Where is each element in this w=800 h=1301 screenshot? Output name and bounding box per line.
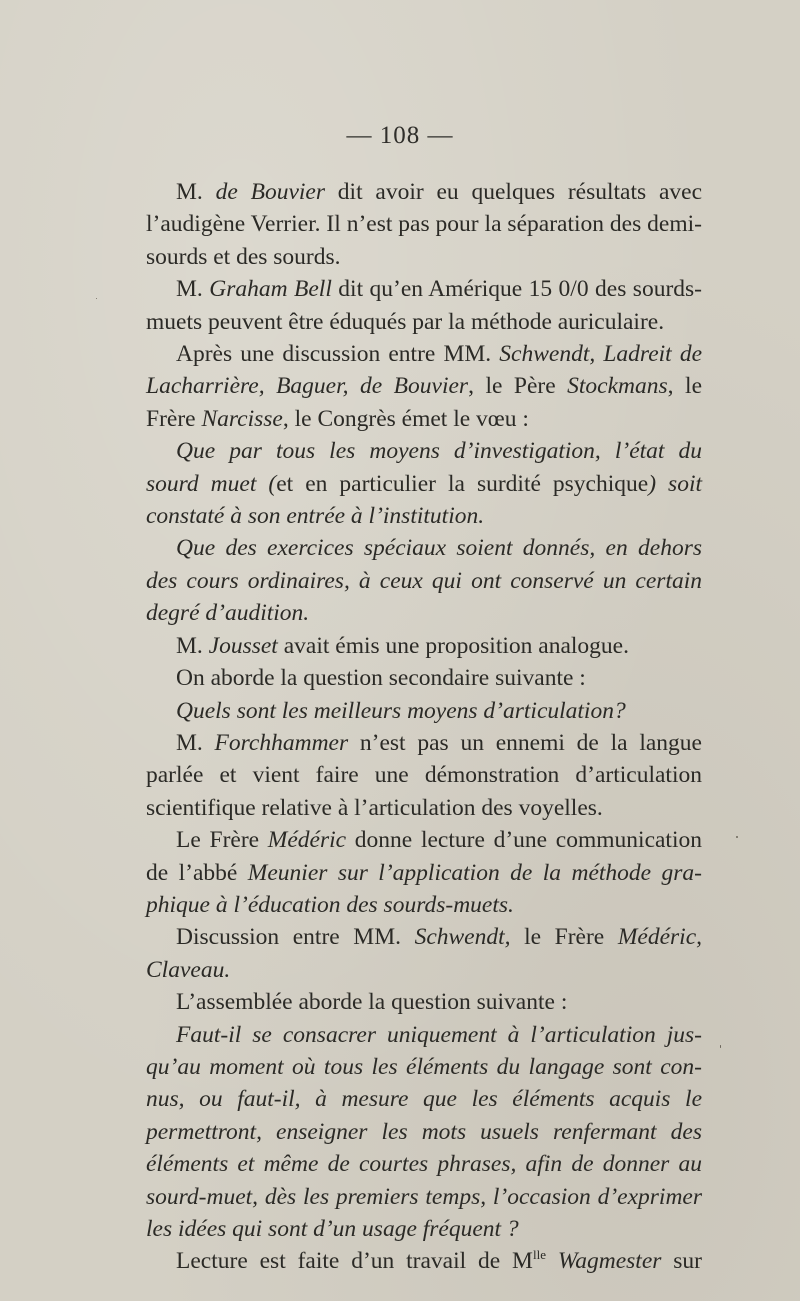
page-number: — 108 — [346,122,454,149]
paragraph-resolution-2: Que des exercices spéciaux soient donnés, en dehors des cours ordinaires, à ceux qui ont conservé un certain degré d’audition. [146,535,702,627]
paragraph-mederic: Le Frère Médéric donne lecture d’une communication de l’abbé Meunier sur l’application de la méthode gra- phique à l’éducation des sourds-muets. [146,827,702,918]
paragraph-graham-bell: M. Graham Bell dit qu’en Amérique 15 0/0 des sourds-muets peuvent être éduqués par la méthode auriculaire. [146,276,702,335]
person-name: Narcisse [201,405,283,432]
paragraph-bouvier: M. de Bouvier dit avoir eu quelques résultats avec l’audigène Verrier. Il n’est pas pour la séparation des demi-sourds et des sourds. [146,179,703,270]
paragraph-wagmester: Lecture est faite d’un travail de $M^{lle}$ Wagmester sur [176,1247,703,1275]
person-name: Jousset [208,632,278,659]
person-name: Graham Bell [209,276,332,303]
paragraph-forchhammer: M. Forchhammer n’est pas un ennemi de la langue parlée et vient faire une démonstration d’articulation scientifique relative à l’articulation des voyelles. [146,729,702,821]
paragraph-jousset: M. Jousset avait émis une proposition analogue. [176,632,629,659]
paragraph-question-long: Faut-il se consacrer uniquement à l’articulation jus- qu’au moment où tous les éléments du langage sont con- nus, ou faut-il, à mesure que les éléments acquis le permettront, enseigner les mots usuels renfermant des éléments et même de courtes phrases, afin de donner au sourd-muet, dès les premiers temps, l’occasion d’exprimer les idées qui sont d’un usage fréquent ? [146,1021,702,1242]
person-name: Schwendt, [414,924,511,951]
person-names: Schwendt, Ladreit de Lacharrière, Baguer, de Bouvier [146,341,703,400]
paragraph-discussion: Après une discussion entre MM. Schwendt, Ladreit de Lacharrière, Baguer, de Bouvier, le Père Stockmans, le Frère Narcisse, le Congrès émet le vœu : [146,341,703,432]
person-name: de Bouvier [215,179,325,205]
paper-speck [720,1045,721,1048]
paper-speck [736,836,738,838]
person-name: Wagmester [557,1248,662,1275]
person-names: Médéric, Claveau. [146,924,703,983]
person-name: Médéric [267,827,347,854]
paper-speck [96,298,97,299]
person-name: Stockmans [567,373,668,400]
work-title: Meunier sur l’application de la méthode gra- phique à l’éducation des sourds-muets. [146,859,702,918]
person-name: Forchhammer [214,729,349,756]
body-text [146,176,702,1278]
paragraph-resolution-1: Que par tous les moyens d’investigation, l’état du sourd muet (et en particulier la surdité psychique) soit constaté à son entrée à l’institution. [146,438,702,530]
paragraph-assembly: L’assemblée aborde la question suivante : [176,989,568,1016]
paragraph-secondary-question: On aborde la question secondaire suivante : [176,665,586,692]
paragraph-discussion-2: Discussion entre MM. Schwendt, le Frère Médéric, Claveau. [146,924,703,983]
paragraph-question-articulation: Quels sont les meilleurs moyens d’articulation? [176,697,626,724]
